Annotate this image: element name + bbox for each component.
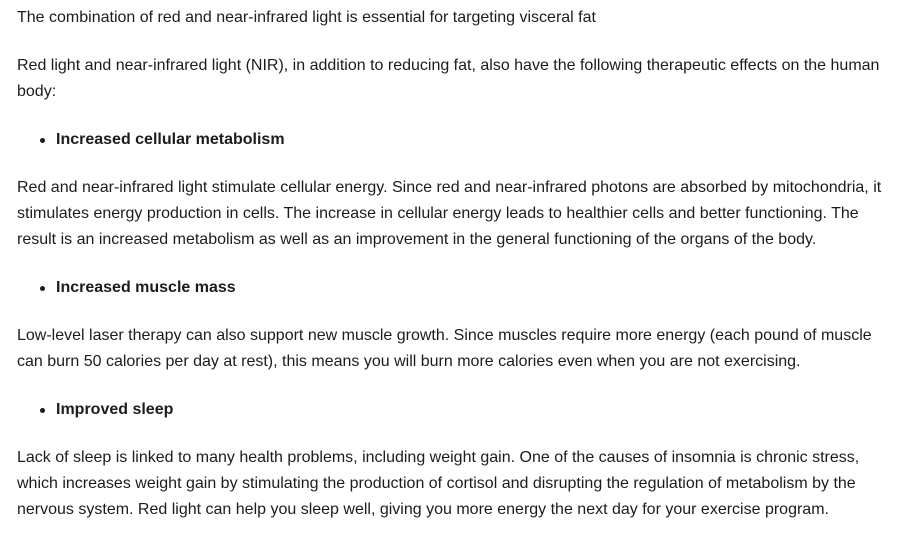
section-1-heading: Increased cellular metabolism (56, 127, 895, 153)
section-2-list (17, 275, 895, 301)
section-2-body: Low-level laser therapy can also support new muscle growth. Since muscles require more energy (each pound of muscle can burn 50 calories per day at rest), this means you will burn more calories even when you are not exercising. (17, 327, 872, 370)
lead-paragraph: Red light and near-infrared light (NIR), in addition to reducing fat, also have the following therapeutic effects on the human body: (17, 57, 880, 100)
section-1-body: Red and near-infrared light stimulate cellular energy. Since red and near-infrared photons are absorbed by mitochondria, it stimulates energy production in cells. The increase in cellular energy leads to healthier cells and better functioning. The result is an increased metabolism as well as an improvement in the general functioning of the organs of the body. (17, 179, 882, 248)
intro-text: The combination of red and near-infrared light is essential for targeting visceral fat (17, 9, 596, 26)
section-2-heading: Increased muscle mass (56, 275, 895, 301)
section-3-heading: Improved sleep (56, 397, 895, 423)
section-1-list (17, 127, 895, 153)
section-3-body: Lack of sleep is linked to many health problems, including weight gain. One of the causes of insomnia is chronic stress, which increases weight gain by stimulating the production of cortisol and disrupting the regulation of metabolism by the nervous system. Red light can help you sleep well, giving you more energy the next day for your exercise program. (17, 449, 860, 518)
section-3-list (17, 397, 895, 423)
